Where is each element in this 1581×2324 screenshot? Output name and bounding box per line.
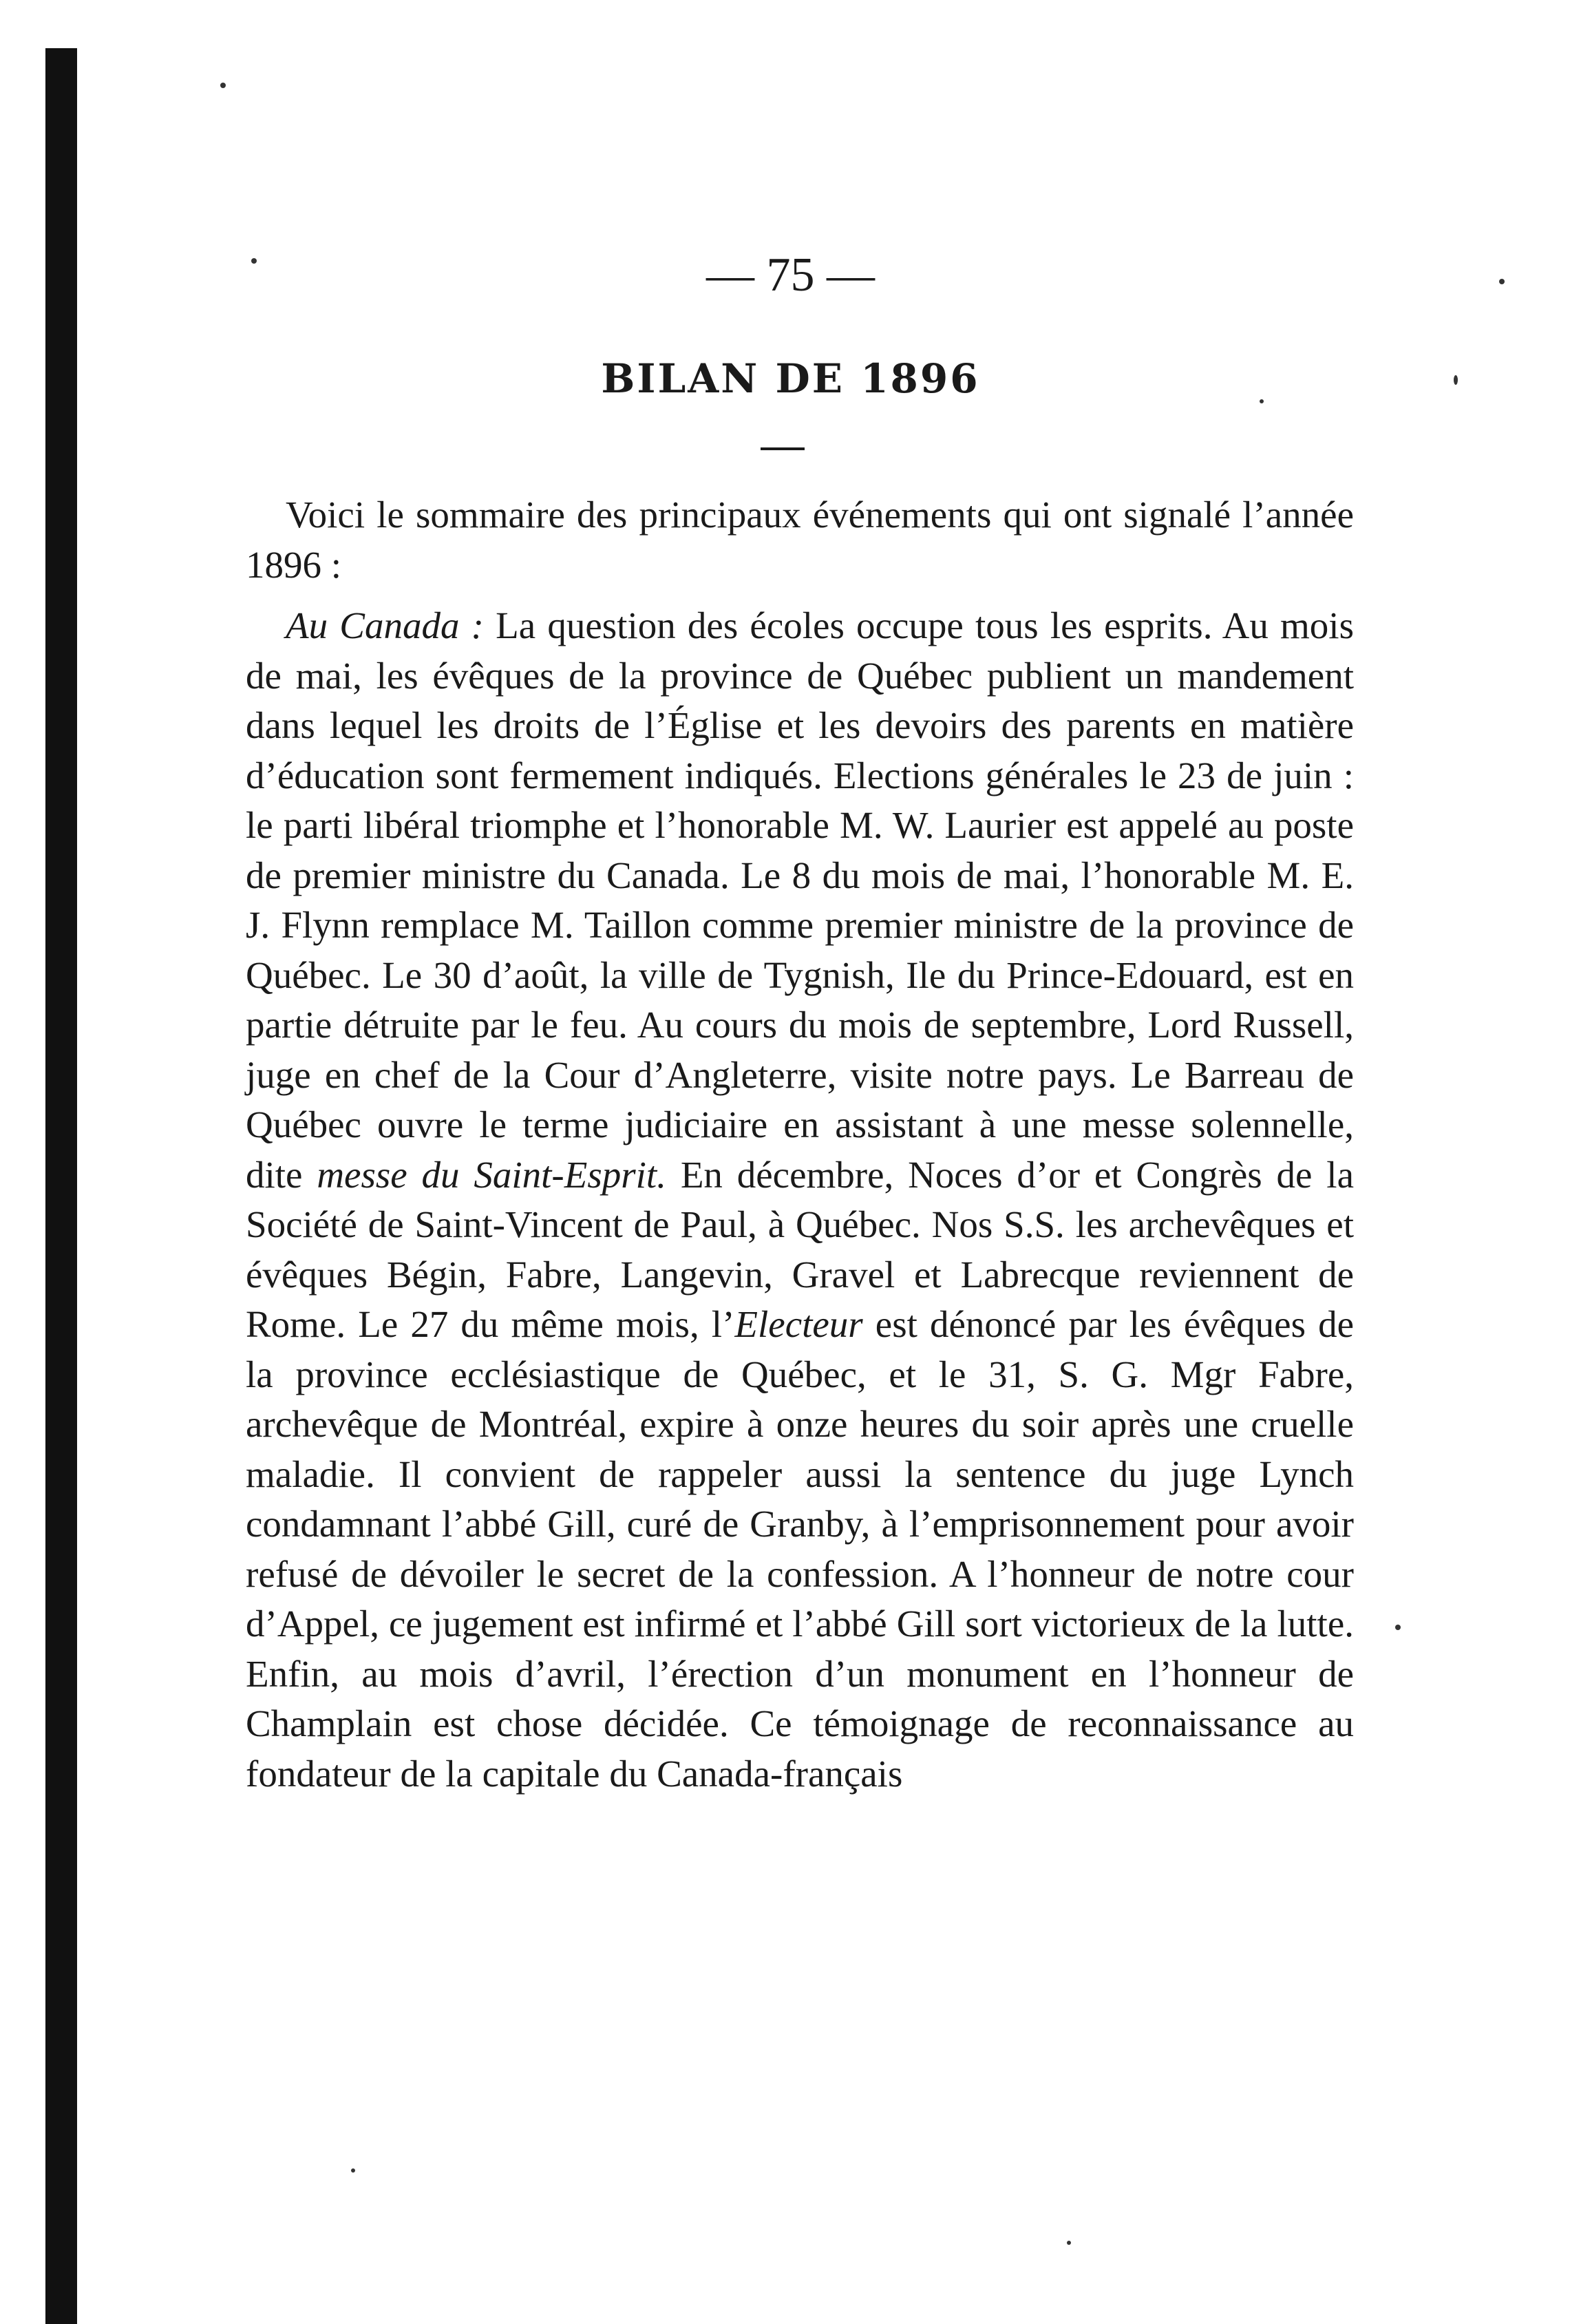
body-text [246,490,1354,1799]
newspaper-title: Electeur [734,1303,863,1345]
scan-speck [1395,1625,1401,1630]
page-number: — 75 — [706,249,875,302]
paragraph-canada [246,601,1354,1799]
italic-term: messe du Saint-Esprit. [317,1153,666,1196]
text-run: La question des écoles occupe tous les esprits. Au mois de mai, les évêques de la province de Québec publient un mandement dans lequel les droits de l’Église et les devoirs des parents en matière d’éducation sont fermement indiqués. Elections générales le 23 de juin : le parti libéral triomphe et l’honorable M. W. Laurier est appelé au poste de premier ministre du Canada. Le 8 du mois de mai, l’honorable M. E. J. Flynn remplace M. Taillon comme premier ministre de la province de Québec. Le 30 d’août, la ville de Tygnish, Ile du Prince-Edouard, est en partie détruite par le feu. Au cours du mois de septembre, Lord Russell, juge en chef de la Cour d’Angleterre, visite notre pays. Le Barreau de Québec ouvre le terme judiciaire en assistant à une messe solennelle, dite [246,604,1354,1196]
text-run: est dénoncé par les évêques de la province ecclésiastique de Québec, et le 31, S. G. Mgr Fabre, archevêque de Montréal, expire à onze heures du soir après une cruelle maladie. Il convient de rappeler aussi la sentence du juge Lynch condamnant l’abbé Gill, curé de Granby, à l’emprisonnement pour avoir refusé de dévoiler le secret de la confession. A l’honneur de notre cour d’Appel, ce jugement est infirmé et l’abbé Gill sort victorieux de la lutte. Enfin, au mois d’avril, l’érection d’un monument en l’honneur de Champlain est chose décidée. Ce témoignage de reconnaissance au fondateur de la capitale du Canada-français [246,1303,1354,1795]
heading-divider [761,447,805,450]
text-run: En décembre, Noces d’or et Congrès de la Société de Saint-Vincent de Paul, à Québec. Nos S.S. les archevêques et évêques Bégin, Fabre, Langevin, Gravel et Labrecque reviennent de Rome. Le 27 du même mois, l’ [246,1153,1354,1345]
scan-speck [351,2168,355,2173]
scan-speck [1067,2241,1071,2245]
scan-speck [220,83,226,88]
paragraph-intro: Voici le sommaire des principaux événements qui ont signalé l’année 1896 : [246,494,1354,586]
page-heading: BILAN DE 1896 [601,355,980,402]
section-lead: Au Canada : [286,604,484,646]
